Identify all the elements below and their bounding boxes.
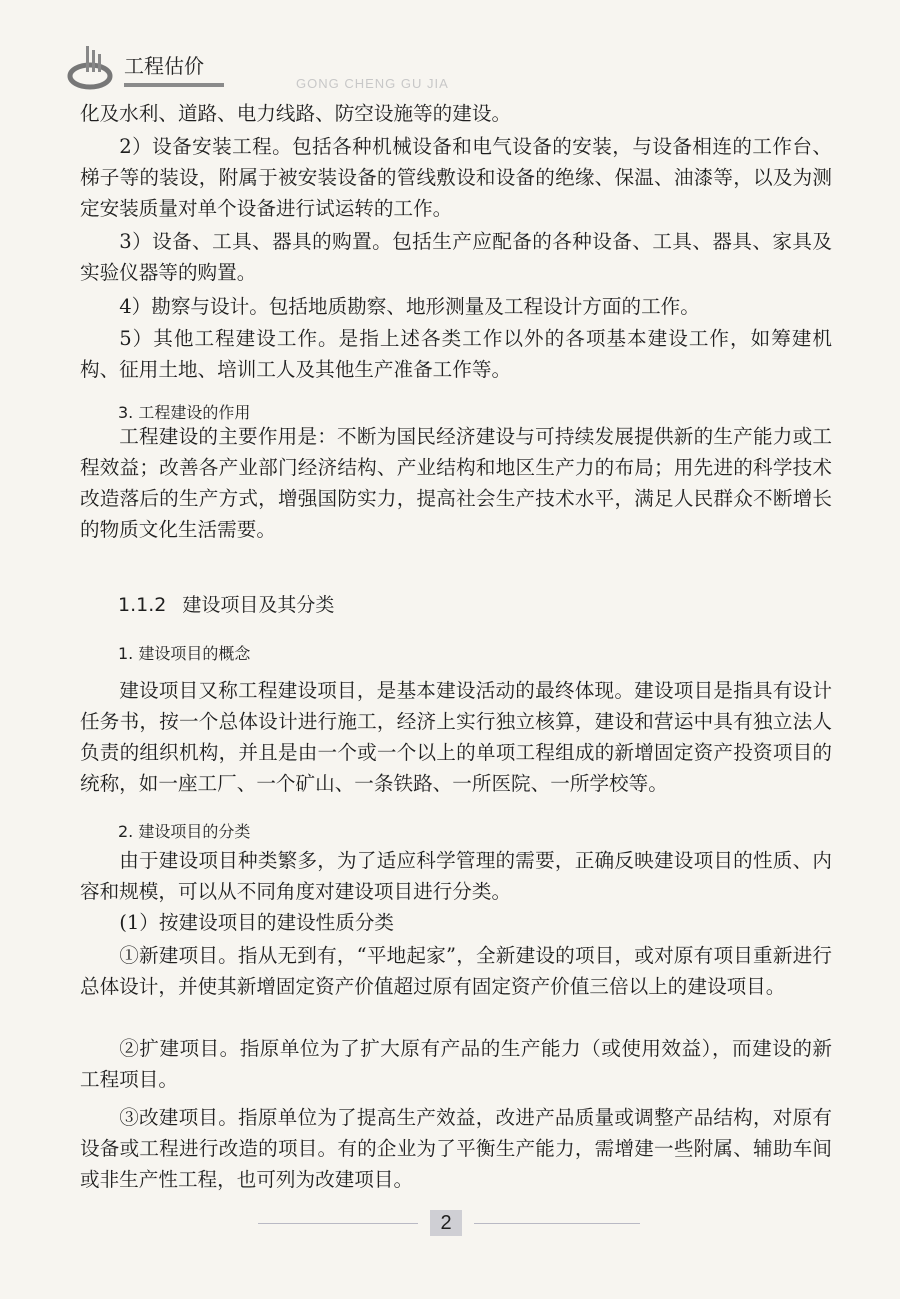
paragraph: 3）设备、工具、器具的购置。包括生产应配备的各种设备、工具、器具、家具及实验仪器等的购置。 [80, 230, 832, 284]
page-number: 2 [430, 1210, 462, 1236]
section-heading [118, 590, 334, 617]
book-title: 工程估价 [124, 54, 204, 78]
paragraph: (1）按建设项目的建设性质分类 [119, 911, 395, 934]
paragraph: 化及水利、道路、电力线路、防空设施等的建设。 [80, 102, 512, 125]
paragraph: ②扩建项目。指原单位为了扩大原有产品的生产能力（或使用效益），而建设的新工程项目。 [80, 1037, 832, 1091]
paragraph: 4）勘察与设计。包括地质勘察、地形测量及工程设计方面的工作。 [119, 295, 700, 318]
footer-rule-left [258, 1223, 418, 1224]
paragraph: 2）设备安装工程。包括各种机械设备和电气设备的安装，与设备相连的工作台、梯子等的装设，附属于被安装设备的管线敷设和设备的绝缘、保温、油漆等，以及为测定安装质量对单个设备进行试运转的工作。 [80, 135, 832, 220]
running-header [66, 40, 826, 100]
page-footer [0, 1208, 900, 1238]
paragraph: 由于建设项目种类繁多，为了适应科学管理的需要，正确反映建设项目的性质、内容和规模，可以从不同角度对建设项目进行分类。 [80, 849, 832, 903]
book-title-pinyin: GONG CHENG GU JIA [296, 76, 449, 91]
subheading: 1. 建设项目的概念 [118, 644, 251, 663]
section-number: 1.1.2 [118, 594, 167, 616]
section-title: 建设项目及其分类 [182, 594, 335, 616]
header-bar [124, 83, 224, 87]
paragraph: 5）其他工程建设工作。是指上述各类工作以外的各项基本建设工作，如筹建机构、征用土地、培训工人及其他生产准备工作等。 [80, 327, 832, 381]
paragraph: 建设项目又称工程建设项目，是基本建设活动的最终体现。建设项目是指具有设计任务书，按一个总体设计进行施工，经济上实行独立核算，建设和营运中具有独立法人负责的组织机构，并且是由一个或一个以上的单项工程组成的新增固定资产投资项目的统称，如一座工厂、一个矿山、一条铁路、一所医院、一所学校等。 [80, 679, 832, 795]
paragraph: ①新建项目。指从无到有，“平地起家”，全新建设的项目，或对原有项目重新进行总体设计，并使其新增固定资产价值超过原有固定资产价值三倍以上的建设项目。 [80, 944, 832, 998]
footer-rule-right [474, 1223, 640, 1224]
subheading: 3. 工程建设的作用 [118, 403, 251, 422]
paragraph: 工程建设的主要作用是：不断为国民经济建设与可持续发展提供新的生产能力或工程效益；改善各产业部门经济结构、产业结构和地区生产力的布局；用先进的科学技术改造落后的生产方式，增强国防实力，提高社会生产技术水平，满足人民群众不断增长的物质文化生活需要。 [80, 425, 832, 541]
paragraph: ③改建项目。指原单位为了提高生产效益，改进产品质量或调整产品结构，对原有设备或工程进行改造的项目。有的企业为了平衡生产能力，需增建一些附属、辅助车间或非生产性工程，也可列为改建项目。 [80, 1106, 832, 1191]
publisher-logo-icon [66, 44, 118, 90]
subheading: 2. 建设项目的分类 [118, 822, 251, 841]
